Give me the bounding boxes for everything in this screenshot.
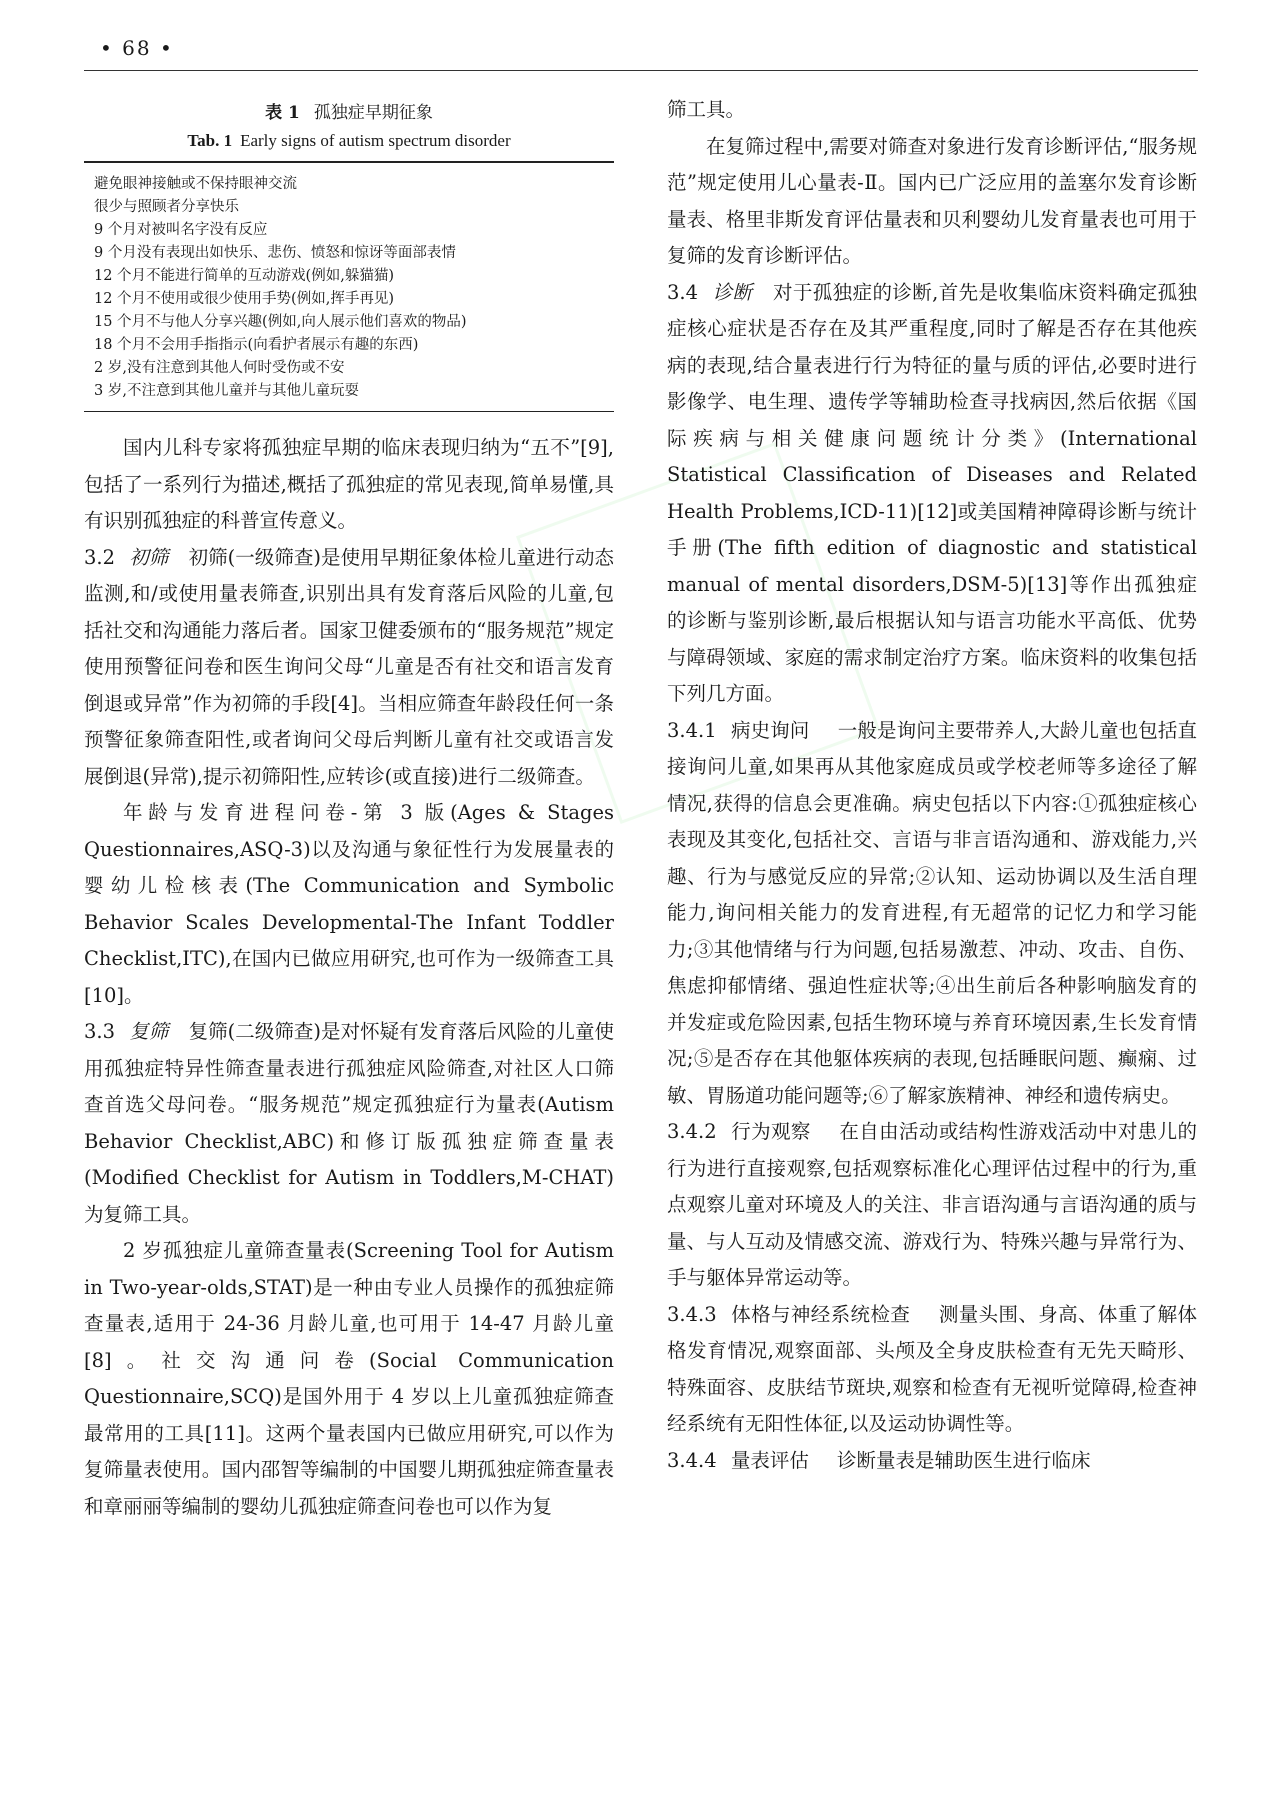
section-3-4-1	[667, 713, 1197, 1115]
paragraph-continuation: 筛工具。	[667, 98, 746, 121]
right-column	[667, 92, 1197, 1479]
section-text: 初筛(一级筛查)是使用早期征象体检儿童进行动态监测,和/或使用量表筛查,识别出具有发育落后风险的儿童,包括社交和沟通能力落后者。国家卫健委颁布的“服务规范”规定使用预警征问卷和医生询问父母“儿童是否有社交和语言发育倒退或异常”作为初筛的手段[4]。当相应筛查年龄段任何一条预警征象筛查阳性,或者询问父母后判断儿童有社交或语言发展倒退(异常),提示初筛阳性,应转诊(或直接)进行二级筛查。	[84, 545, 614, 788]
table-row: 很少与照顾者分享快乐	[94, 199, 239, 215]
table-row: 9 个月没有表现出如快乐、悲伤、愤怒和惊讶等面部表情	[94, 245, 456, 261]
paragraph-stat: 2 岁孤独症儿童筛查量表(Screening Tool for Autism in Two-year-olds,STAT)是一种由专业人员操作的孤独症筛查量表,适用于 24-36 月龄儿童,也可用于 14-47 月龄儿童[8]。社交沟通问卷(Social Communication Questionnaire,SCQ)是国外用于 4 岁以上儿童孤独症筛查最常用的工具[11]。这两个量表国内已做应用研究,可以作为复筛量表使用。国内邵智等编制的中国婴儿期孤独症筛查量表和章丽丽等编制的婴幼儿孤独症筛查问卷也可以作为复	[84, 1239, 614, 1518]
left-column	[84, 92, 614, 1525]
section-3-4	[667, 275, 1197, 713]
section-title: 病史询问	[730, 718, 810, 742]
table-row: 2 岁,没有注意到其他人何时受伤或不安	[94, 360, 345, 376]
page-number: • 68 •	[100, 36, 174, 60]
section-number: 3.3	[84, 1020, 116, 1043]
section-text: 诊断量表是辅助医生进行临床	[837, 1448, 1091, 1472]
table-row: 12 个月不能进行简单的互动游戏(例如,躲猫猫)	[94, 268, 394, 284]
section-number: 3.4.1	[667, 718, 717, 742]
section-text: 一般是询问主要带养人,大龄儿童也包括直接询问儿童,如果再从其他家庭成员或学校老师等多途径了解情况,获得的信息会更准确。病史包括以下内容:①孤独症核心表现及其变化,包括社交、言语与非言语沟通和、游戏能力,兴趣、行为与感觉反应的异常;②认知、运动协调以及生活自理能力,询问相关能力的发育进程,有无超常的记忆力和学习能力;③其他情绪与行为问题,包括易激惹、冲动、攻击、自伤、焦虑抑郁情绪、强迫性症状等;④出生前后各种影响脑发育的并发症或危险因素,包括生物环境与养育环境因素,生长发育情况;⑤是否存在其他躯体疾病的表现,包括睡眠问题、癫痫、过敏、胃肠道功能问题等;⑥了解家族精神、神经和遗传病史。	[667, 718, 1198, 1107]
section-title: 复筛	[129, 1020, 169, 1043]
table-row: 18 个月不会用手指指示(向看护者展示有趣的东西)	[94, 337, 419, 353]
table-body	[84, 163, 614, 403]
table-title-cn: 孤独症早期征象	[313, 103, 433, 123]
section-3-4-4	[667, 1443, 1197, 1480]
table-caption-en	[84, 131, 614, 151]
section-text: 对于孤独症的诊断,首先是收集临床资料确定孤独症核心症状是否存在及其严重程度,同时了解是否存在其他疾病的表现,结合量表进行行为特征的量与质的评估,必要时进行影像学、电生理、遗传学等辅助检查寻找病因,然后依据《国际疾病与相关健康问题统计分类》(International Statistical Classification of Diseases and Related Health Problems,ICD-11)[12]或美国精神障碍诊断与统计手册(The fifth edition of diagnostic and statistical manual of mental disorders,DSM-5)[13]等作出孤独症的诊断与鉴别诊断,最后根据认知与语言功能水平高低、优势与障碍领域、家庭的需求制定治疗方案。临床资料的收集包括下列几方面。	[667, 280, 1197, 705]
paragraph-review: 在复筛过程中,需要对筛查对象进行发育诊断评估,“服务规范”规定使用儿心量表-Ⅱ。国内已广泛应用的盖塞尔发育诊断量表、格里非斯发育评估量表和贝利婴幼儿发育量表也可用于复筛的发育诊断评估。	[667, 134, 1197, 267]
section-number: 3.4.4	[667, 1448, 717, 1472]
table-row: 12 个月不使用或很少使用手势(例如,挥手再见)	[94, 291, 394, 307]
section-3-4-2	[667, 1114, 1197, 1297]
section-3-2	[84, 540, 614, 796]
section-number: 3.2	[84, 545, 116, 569]
table-label-en: Tab. 1	[187, 131, 233, 150]
paragraph-wubu: 国内儿科专家将孤独症早期的临床表现归纳为“五不”[9],包括了一系列行为描述,概括了孤独症的常见表现,简单易懂,具有识别孤独症的科普宣传意义。	[84, 436, 614, 532]
section-number: 3.4.2	[667, 1120, 717, 1143]
section-number: 3.4	[667, 280, 699, 304]
table-caption-cn	[84, 98, 614, 123]
section-text: 在自由活动或结构性游戏活动中对患儿的行为进行直接观察,包括观察标准化心理评估过程中的行为,重点观察儿童对环境及人的关注、非言语沟通与言语沟通的质与量、与人互动及情感交流、游戏行为、特殊兴趣与异常行为、手与躯体异常运动等。	[667, 1120, 1197, 1289]
section-3-3	[84, 1014, 614, 1233]
section-text: 测量头围、身高、体重了解体格发育情况,观察面部、头颅及全身皮肤检查有无先天畸形、特殊面容、皮肤结节斑块,观察和检查有无视听觉障碍,检查神经系统有无阳性体征,以及运动协调性等。	[667, 1302, 1197, 1435]
table-row: 避免眼神接触或不保持眼神交流	[94, 176, 297, 192]
section-number: 3.4.3	[667, 1302, 717, 1326]
table-title-en: Early signs of autism spectrum disorder	[240, 131, 511, 150]
header-rule	[84, 70, 1198, 71]
table-row: 9 个月对被叫名字没有反应	[94, 222, 268, 238]
table-label-cn: 表 1	[265, 103, 300, 123]
table-row: 15 个月不与他人分享兴趣(例如,向人展示他们喜欢的物品)	[94, 314, 467, 330]
section-title: 量表评估	[730, 1448, 809, 1472]
table-row: 3 岁,不注意到其他儿童并与其他儿童玩耍	[94, 383, 359, 399]
section-title: 行为观察	[731, 1120, 811, 1143]
section-title: 体格与神经系统检查	[731, 1302, 911, 1326]
section-title: 诊断	[712, 280, 753, 304]
paragraph-asq: 年龄与发育进程问卷-第 3 版(Ages & Stages Questionnaires,ASQ-3)以及沟通与象征性行为发展量表的婴幼儿检核表(The Communication and Symbolic Behavior Scales Developmental-The Infant Toddler Checklist,ITC),在国内已做应用研究,也可作为一级筛查工具[10]。	[84, 801, 614, 1007]
section-text: 复筛(二级筛查)是对怀疑有发育落后风险的儿童使用孤独症特异性筛查量表进行孤独症风险筛查,对社区人口筛查首选父母问卷。“服务规范”规定孤独症行为量表(Autism Behavior Checklist,ABC)和修订版孤独症筛查量表(Modified Checklist for Autism in Toddlers,M-CHAT)为复筛工具。	[84, 1020, 614, 1226]
section-title: 初筛	[129, 545, 169, 569]
section-3-4-3	[667, 1297, 1197, 1443]
